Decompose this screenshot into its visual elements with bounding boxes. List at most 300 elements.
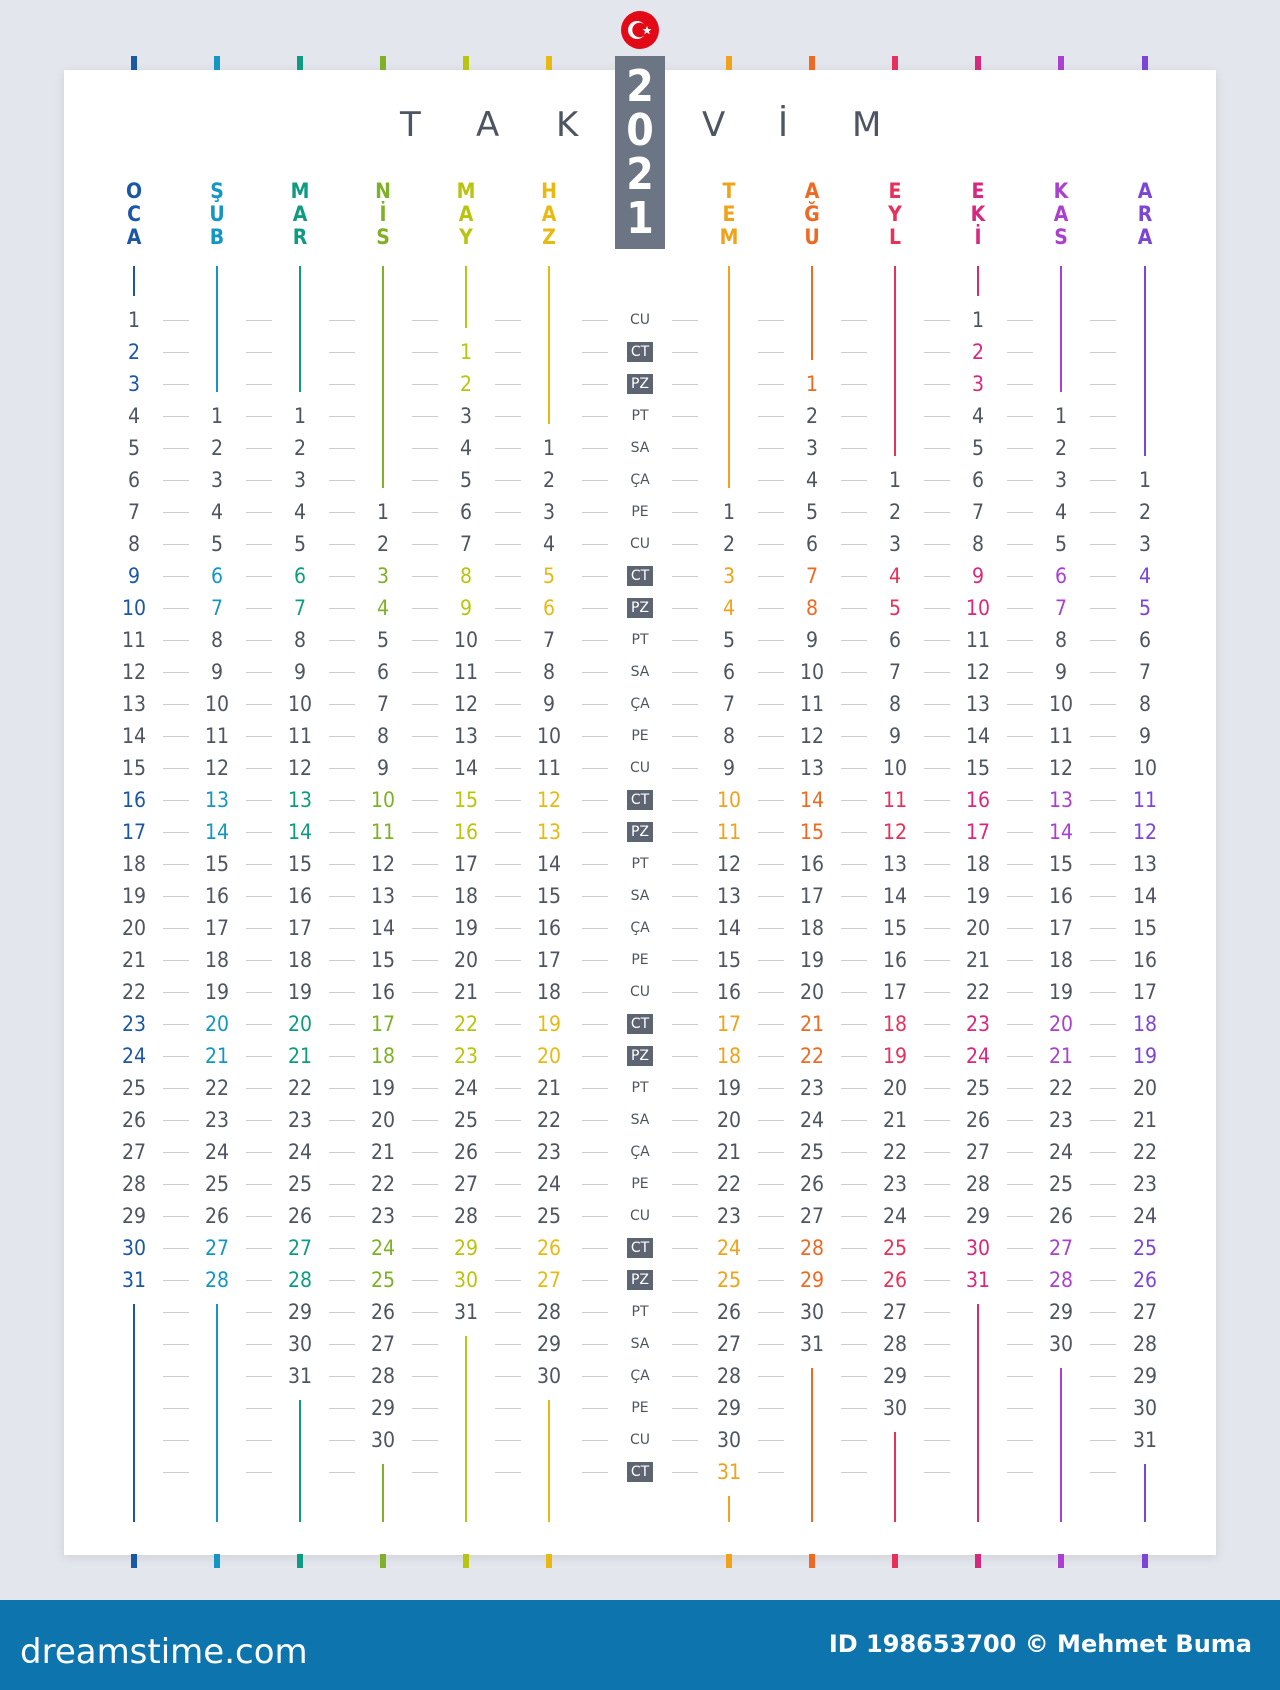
day-number: 2 (722, 532, 736, 556)
day-number: 31 (799, 1332, 825, 1356)
row-dash (924, 672, 950, 673)
day-number: 21 (716, 1140, 742, 1164)
day-number: 22 (799, 1044, 825, 1068)
weekday-label: PE (631, 728, 649, 744)
row-dash (758, 1408, 784, 1409)
row-dash (412, 1440, 438, 1441)
row-dash (672, 1056, 698, 1057)
day-number: 17 (1048, 916, 1074, 940)
row-dash (582, 1056, 608, 1057)
day-number: 29 (1132, 1364, 1158, 1388)
day-number: 7 (127, 500, 141, 524)
row-dash (495, 1056, 521, 1057)
row-dash (495, 1344, 521, 1345)
day-number: 9 (1138, 724, 1152, 748)
day-number: 6 (805, 532, 819, 556)
row-dash (163, 864, 189, 865)
row-dash (758, 576, 784, 577)
row-dash (841, 864, 867, 865)
row-dash (495, 416, 521, 417)
day-number: 18 (965, 852, 991, 876)
month-name-letter: Y (459, 225, 473, 249)
day-number: 17 (121, 820, 147, 844)
row-dash (672, 704, 698, 705)
row-dash (672, 576, 698, 577)
day-number: 7 (542, 628, 556, 652)
row-dash (329, 704, 355, 705)
row-dash (582, 512, 608, 513)
row-dash (329, 480, 355, 481)
day-number: 21 (287, 1044, 313, 1068)
day-number: 27 (1132, 1300, 1158, 1324)
row-dash (1090, 576, 1116, 577)
row-dash (246, 672, 272, 673)
row-dash (758, 1056, 784, 1057)
day-number: 29 (370, 1396, 396, 1420)
row-dash (163, 992, 189, 993)
row-dash (1007, 896, 1033, 897)
row-dash (672, 640, 698, 641)
row-dash (841, 512, 867, 513)
day-number: 14 (121, 724, 147, 748)
row-dash (329, 992, 355, 993)
row-dash (672, 992, 698, 993)
row-dash (329, 768, 355, 769)
day-number: 3 (805, 436, 819, 460)
row-dash (1007, 416, 1033, 417)
day-number: 25 (204, 1172, 230, 1196)
row-dash (582, 416, 608, 417)
day-number: 7 (888, 660, 902, 684)
day-number: 8 (888, 692, 902, 716)
day-number: 13 (1132, 852, 1158, 876)
month-name-letter: K (970, 202, 986, 226)
row-dash (163, 1088, 189, 1089)
day-number: 17 (536, 948, 562, 972)
row-dash (1007, 576, 1033, 577)
row-dash (163, 320, 189, 321)
day-number: 13 (370, 884, 396, 908)
row-dash (672, 320, 698, 321)
row-dash (1090, 960, 1116, 961)
day-number: 28 (1048, 1268, 1074, 1292)
row-dash (841, 1440, 867, 1441)
month-name-letter: H (541, 179, 557, 203)
month-name (197, 180, 237, 249)
month-name (363, 180, 403, 249)
day-number: 15 (1132, 916, 1158, 940)
row-dash (841, 768, 867, 769)
day-number: 3 (888, 532, 902, 556)
row-dash (672, 864, 698, 865)
month-line-bottom (465, 1336, 467, 1522)
footer-bar (0, 1600, 1280, 1690)
row-dash (329, 1024, 355, 1025)
month-line-top (977, 266, 979, 296)
weekday-label: PZ (627, 1046, 653, 1066)
month-line-top (548, 266, 550, 424)
day-number: 27 (536, 1268, 562, 1292)
row-dash (412, 512, 438, 513)
day-number: 28 (453, 1204, 479, 1228)
day-number: 21 (204, 1044, 230, 1068)
day-number: 23 (965, 1012, 991, 1036)
day-number: 22 (287, 1076, 313, 1100)
row-dash (1090, 1216, 1116, 1217)
row-dash (329, 576, 355, 577)
row-dash (758, 1344, 784, 1345)
weekday-label: CT (627, 342, 653, 362)
row-dash (412, 1280, 438, 1281)
day-number: 2 (293, 436, 307, 460)
row-dash (495, 1088, 521, 1089)
row-dash (582, 1088, 608, 1089)
row-dash (1007, 352, 1033, 353)
row-dash (1090, 1120, 1116, 1121)
day-number: 16 (965, 788, 991, 812)
month-line-top (216, 266, 218, 392)
row-dash (672, 1152, 698, 1153)
row-dash (1090, 672, 1116, 673)
row-dash (1007, 640, 1033, 641)
row-dash (924, 1344, 950, 1345)
day-number: 7 (210, 596, 224, 620)
row-dash (841, 800, 867, 801)
weekday-label: CU (629, 1432, 651, 1448)
row-dash (672, 512, 698, 513)
row-dash (1007, 1024, 1033, 1025)
month-name-letter: E (722, 202, 736, 226)
day-number: 4 (1138, 564, 1152, 588)
day-number: 14 (1048, 820, 1074, 844)
row-dash (246, 864, 272, 865)
weekday-label: PE (631, 952, 649, 968)
row-dash (495, 1152, 521, 1153)
row-dash (246, 1312, 272, 1313)
day-number: 31 (121, 1268, 147, 1292)
row-dash (1090, 1184, 1116, 1185)
day-number: 8 (376, 724, 390, 748)
day-number: 20 (882, 1076, 908, 1100)
row-dash (841, 992, 867, 993)
day-number: 25 (536, 1204, 562, 1228)
month-line-top (133, 266, 135, 296)
day-number: 29 (453, 1236, 479, 1260)
row-dash (1007, 384, 1033, 385)
day-number: 30 (965, 1236, 991, 1260)
day-number: 30 (453, 1268, 479, 1292)
row-dash (582, 1440, 608, 1441)
weekday-label: CT (627, 1462, 653, 1482)
day-number: 8 (459, 564, 473, 588)
day-number: 11 (287, 724, 313, 748)
row-dash (412, 1216, 438, 1217)
row-dash (672, 800, 698, 801)
row-dash (924, 1312, 950, 1313)
day-number: 27 (453, 1172, 479, 1196)
month-name-letter: M (456, 179, 476, 203)
row-dash (163, 1440, 189, 1441)
row-dash (163, 1344, 189, 1345)
row-dash (1007, 672, 1033, 673)
row-dash (924, 1216, 950, 1217)
day-number: 1 (805, 372, 819, 396)
row-dash (582, 320, 608, 321)
row-dash (1090, 320, 1116, 321)
day-number: 26 (370, 1300, 396, 1324)
day-number: 2 (1138, 500, 1152, 524)
row-dash (1007, 1056, 1033, 1057)
day-number: 24 (536, 1172, 562, 1196)
row-dash (924, 768, 950, 769)
day-number: 28 (965, 1172, 991, 1196)
row-dash (582, 448, 608, 449)
day-number: 31 (965, 1268, 991, 1292)
row-dash (495, 1376, 521, 1377)
row-dash (1090, 1344, 1116, 1345)
row-dash (1007, 736, 1033, 737)
row-dash (758, 896, 784, 897)
day-number: 25 (370, 1268, 396, 1292)
row-dash (841, 1184, 867, 1185)
day-number: 19 (882, 1044, 908, 1068)
row-dash (924, 1376, 950, 1377)
row-dash (582, 1216, 608, 1217)
row-dash (582, 608, 608, 609)
day-number: 8 (1054, 628, 1068, 652)
row-dash (924, 544, 950, 545)
row-dash (246, 768, 272, 769)
day-number: 11 (453, 660, 479, 684)
day-number: 12 (1048, 756, 1074, 780)
day-number: 27 (370, 1332, 396, 1356)
day-number: 11 (121, 628, 147, 652)
row-dash (1090, 1440, 1116, 1441)
row-dash (329, 416, 355, 417)
row-dash (412, 384, 438, 385)
day-number: 8 (1138, 692, 1152, 716)
row-dash (841, 352, 867, 353)
row-dash (246, 800, 272, 801)
day-number: 6 (376, 660, 390, 684)
day-number: 9 (1054, 660, 1068, 684)
row-dash (672, 1472, 698, 1473)
weekday-label: PZ (627, 822, 653, 842)
row-dash (582, 896, 608, 897)
month-name-letter: Ş (210, 179, 224, 203)
day-number: 12 (882, 820, 908, 844)
day-number: 5 (722, 628, 736, 652)
day-number: 20 (121, 916, 147, 940)
day-number: 31 (716, 1460, 742, 1484)
day-number: 14 (287, 820, 313, 844)
row-dash (1007, 1088, 1033, 1089)
row-dash (329, 960, 355, 961)
row-dash (758, 1440, 784, 1441)
row-dash (582, 928, 608, 929)
day-number: 26 (536, 1236, 562, 1260)
row-dash (246, 640, 272, 641)
row-dash (841, 672, 867, 673)
day-number: 1 (1138, 468, 1152, 492)
day-number: 8 (127, 532, 141, 556)
month-name-letter: A (1137, 179, 1153, 203)
row-dash (841, 1056, 867, 1057)
row-dash (672, 1120, 698, 1121)
row-dash (672, 544, 698, 545)
row-dash (1007, 768, 1033, 769)
day-number: 20 (536, 1044, 562, 1068)
row-dash (1007, 512, 1033, 513)
day-number: 22 (121, 980, 147, 1004)
title-letter: M (852, 105, 882, 145)
day-number: 29 (536, 1332, 562, 1356)
day-number: 5 (971, 436, 985, 460)
day-number: 13 (965, 692, 991, 716)
row-dash (672, 960, 698, 961)
row-dash (582, 1024, 608, 1025)
day-number: 6 (722, 660, 736, 684)
row-dash (582, 544, 608, 545)
row-dash (246, 928, 272, 929)
day-number: 9 (210, 660, 224, 684)
row-dash (1007, 1120, 1033, 1121)
day-number: 25 (799, 1140, 825, 1164)
row-dash (495, 640, 521, 641)
day-number: 11 (716, 820, 742, 844)
weekday-label: SA (630, 664, 650, 680)
day-number: 20 (716, 1108, 742, 1132)
row-dash (495, 832, 521, 833)
day-number: 10 (1132, 756, 1158, 780)
row-dash (758, 608, 784, 609)
day-number: 2 (888, 500, 902, 524)
row-dash (1090, 736, 1116, 737)
row-dash (163, 1472, 189, 1473)
day-number: 4 (293, 500, 307, 524)
day-number: 18 (799, 916, 825, 940)
day-number: 24 (370, 1236, 396, 1260)
day-number: 19 (370, 1076, 396, 1100)
row-dash (329, 1248, 355, 1249)
day-number: 12 (453, 692, 479, 716)
row-dash (758, 928, 784, 929)
day-number: 3 (542, 500, 556, 524)
row-dash (412, 1056, 438, 1057)
day-number: 30 (287, 1332, 313, 1356)
day-number: 17 (965, 820, 991, 844)
row-dash (582, 1376, 608, 1377)
day-number: 7 (971, 500, 985, 524)
row-dash (1007, 1408, 1033, 1409)
month-name-letter: İ (379, 202, 387, 226)
row-dash (412, 1088, 438, 1089)
row-dash (1007, 1440, 1033, 1441)
day-number: 14 (716, 916, 742, 940)
row-dash (329, 736, 355, 737)
day-number: 2 (376, 532, 390, 556)
row-dash (246, 1152, 272, 1153)
day-number: 15 (204, 852, 230, 876)
row-dash (412, 832, 438, 833)
day-number: 9 (805, 628, 819, 652)
row-dash (329, 864, 355, 865)
row-dash (672, 768, 698, 769)
row-dash (495, 896, 521, 897)
day-number: 15 (716, 948, 742, 972)
row-dash (672, 672, 698, 673)
day-number: 14 (799, 788, 825, 812)
weekday-label: ÇA (630, 472, 650, 488)
day-number: 19 (965, 884, 991, 908)
row-dash (582, 352, 608, 353)
row-dash (246, 1248, 272, 1249)
row-dash (495, 1120, 521, 1121)
row-dash (758, 1184, 784, 1185)
row-dash (841, 640, 867, 641)
row-dash (246, 960, 272, 961)
day-number: 13 (287, 788, 313, 812)
row-dash (841, 1152, 867, 1153)
row-dash (329, 1088, 355, 1089)
month-line-bottom (894, 1432, 896, 1522)
day-number: 29 (799, 1268, 825, 1292)
day-number: 8 (971, 532, 985, 556)
row-dash (582, 1152, 608, 1153)
row-dash (1090, 512, 1116, 513)
day-number: 21 (370, 1140, 396, 1164)
month-name-letter: K (1053, 179, 1069, 203)
day-number: 31 (1132, 1428, 1158, 1452)
row-dash (841, 896, 867, 897)
day-number: 4 (459, 436, 473, 460)
footer-logo: dreamstime.com (20, 1632, 308, 1672)
day-number: 10 (1048, 692, 1074, 716)
row-dash (495, 1280, 521, 1281)
row-dash (1090, 1312, 1116, 1313)
row-dash (841, 1408, 867, 1409)
weekday-label: PT (631, 1080, 649, 1096)
weekday-label: SA (630, 1336, 650, 1352)
day-number: 9 (971, 564, 985, 588)
row-dash (163, 416, 189, 417)
day-number: 30 (1048, 1332, 1074, 1356)
day-number: 24 (204, 1140, 230, 1164)
day-number: 4 (971, 404, 985, 428)
weekday-label: PE (631, 1400, 649, 1416)
row-dash (672, 1216, 698, 1217)
row-dash (412, 992, 438, 993)
day-number: 14 (965, 724, 991, 748)
row-dash (163, 384, 189, 385)
day-number: 9 (127, 564, 141, 588)
day-number: 22 (536, 1108, 562, 1132)
day-number: 3 (293, 468, 307, 492)
row-dash (495, 1408, 521, 1409)
row-dash (582, 960, 608, 961)
row-dash (582, 704, 608, 705)
row-dash (246, 480, 272, 481)
day-number: 6 (1138, 628, 1152, 652)
month-name-letter: O (125, 179, 143, 203)
day-number: 23 (287, 1108, 313, 1132)
day-number: 16 (1132, 948, 1158, 972)
day-number: 15 (370, 948, 396, 972)
day-number: 22 (965, 980, 991, 1004)
row-dash (412, 800, 438, 801)
row-dash (758, 672, 784, 673)
day-number: 10 (882, 756, 908, 780)
